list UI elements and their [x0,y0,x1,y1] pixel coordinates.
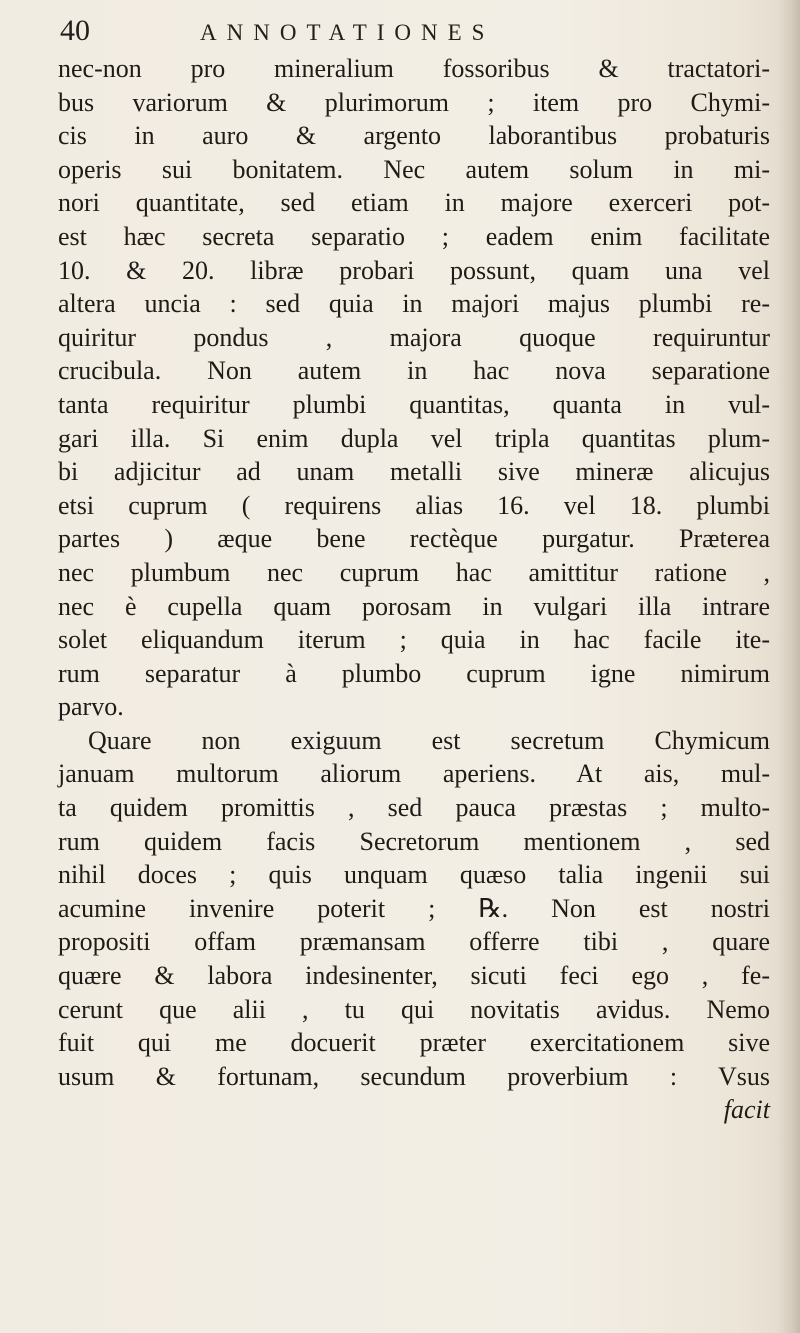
text-line: rum separatur à plumbo cuprum igne nimirum [58,658,770,688]
text-line: nihil doces ; quis unquam quæso talia ingenii sui [58,860,770,890]
text-line: nec-non pro mineralium fossoribus & tractatori- [58,54,770,83]
text-line: fuit qui me docuerit præter exercitationem sive [58,1028,770,1058]
text-line: est hæc secreta separatio ; eadem enim facilitate [58,221,770,251]
page-number: 40 [60,14,90,47]
text-line: nec è cupella quam porosam in vulgari illa intrare [58,591,770,621]
text-line: rum quidem facis Secretorum mentionem , sed [58,826,770,856]
text-line: usum & fortunam, secundum proverbium : Vsus [58,1061,770,1091]
text-line: propositi offam præmansam offerre tibi , quare [58,927,770,957]
text-line: quære & labora indesinenter, sicuti feci ego , fe- [58,961,770,991]
text-line: tanta requiritur plumbi quantitas, quanta in vul- [58,389,770,419]
text-line: solet eliquandum iterum ; quia in hac facile ite- [58,625,770,655]
text-line: ta quidem promittis , sed pauca præstas ; multo- [58,793,770,823]
text-line: nori quantitate, sed etiam in majore exerceri pot- [58,188,770,218]
running-head: ANNOTATIONES [200,20,495,45]
text-line: 10. & 20. libræ probari possunt, quam una vel [58,255,770,285]
text-line: quiritur pondus , majora quoque requiruntur [58,322,770,352]
text-line: etsi cuprum ( requirens alias 16. vel 18. plumbi [58,490,770,520]
catchword: facit [723,1095,770,1125]
text-line: bi adjicitur ad unam metalli sive mineræ alicujus [58,457,770,487]
body-text [58,52,770,1127]
text-line: crucibula. Non autem in hac nova separatione [58,356,770,386]
text-line: bus variorum & plurimorum ; item pro Chymi- [58,87,770,117]
text-line: cerunt que alii , tu qui novitatis avidus. Nemo [58,994,770,1024]
page-header [60,14,494,54]
text-line: januam multorum aliorum aperiens. At ais, mul- [58,759,770,789]
text-line: acumine invenire poterit ; ℞. Non est nostri [58,893,770,923]
text-line: parvo. [58,692,124,722]
text-line: altera uncia : sed quia in majori majus plumbi re- [58,289,770,319]
text-line: partes ) æque bene rectèque purgatur. Præterea [58,524,770,554]
text-line: gari illa. Si enim dupla vel tripla quantitas plum- [58,423,770,453]
text-line: cis in auro & argento laborantibus probaturis [58,121,770,151]
text-line: nec plumbum nec cuprum hac amittitur ratione , [58,557,770,587]
paragraph-first-line: Quare non exiguum est secretum Chymicum [88,725,770,755]
page-gutter-shadow [776,0,800,1333]
text-line: operis sui bonitatem. Nec autem solum in mi- [58,154,770,184]
